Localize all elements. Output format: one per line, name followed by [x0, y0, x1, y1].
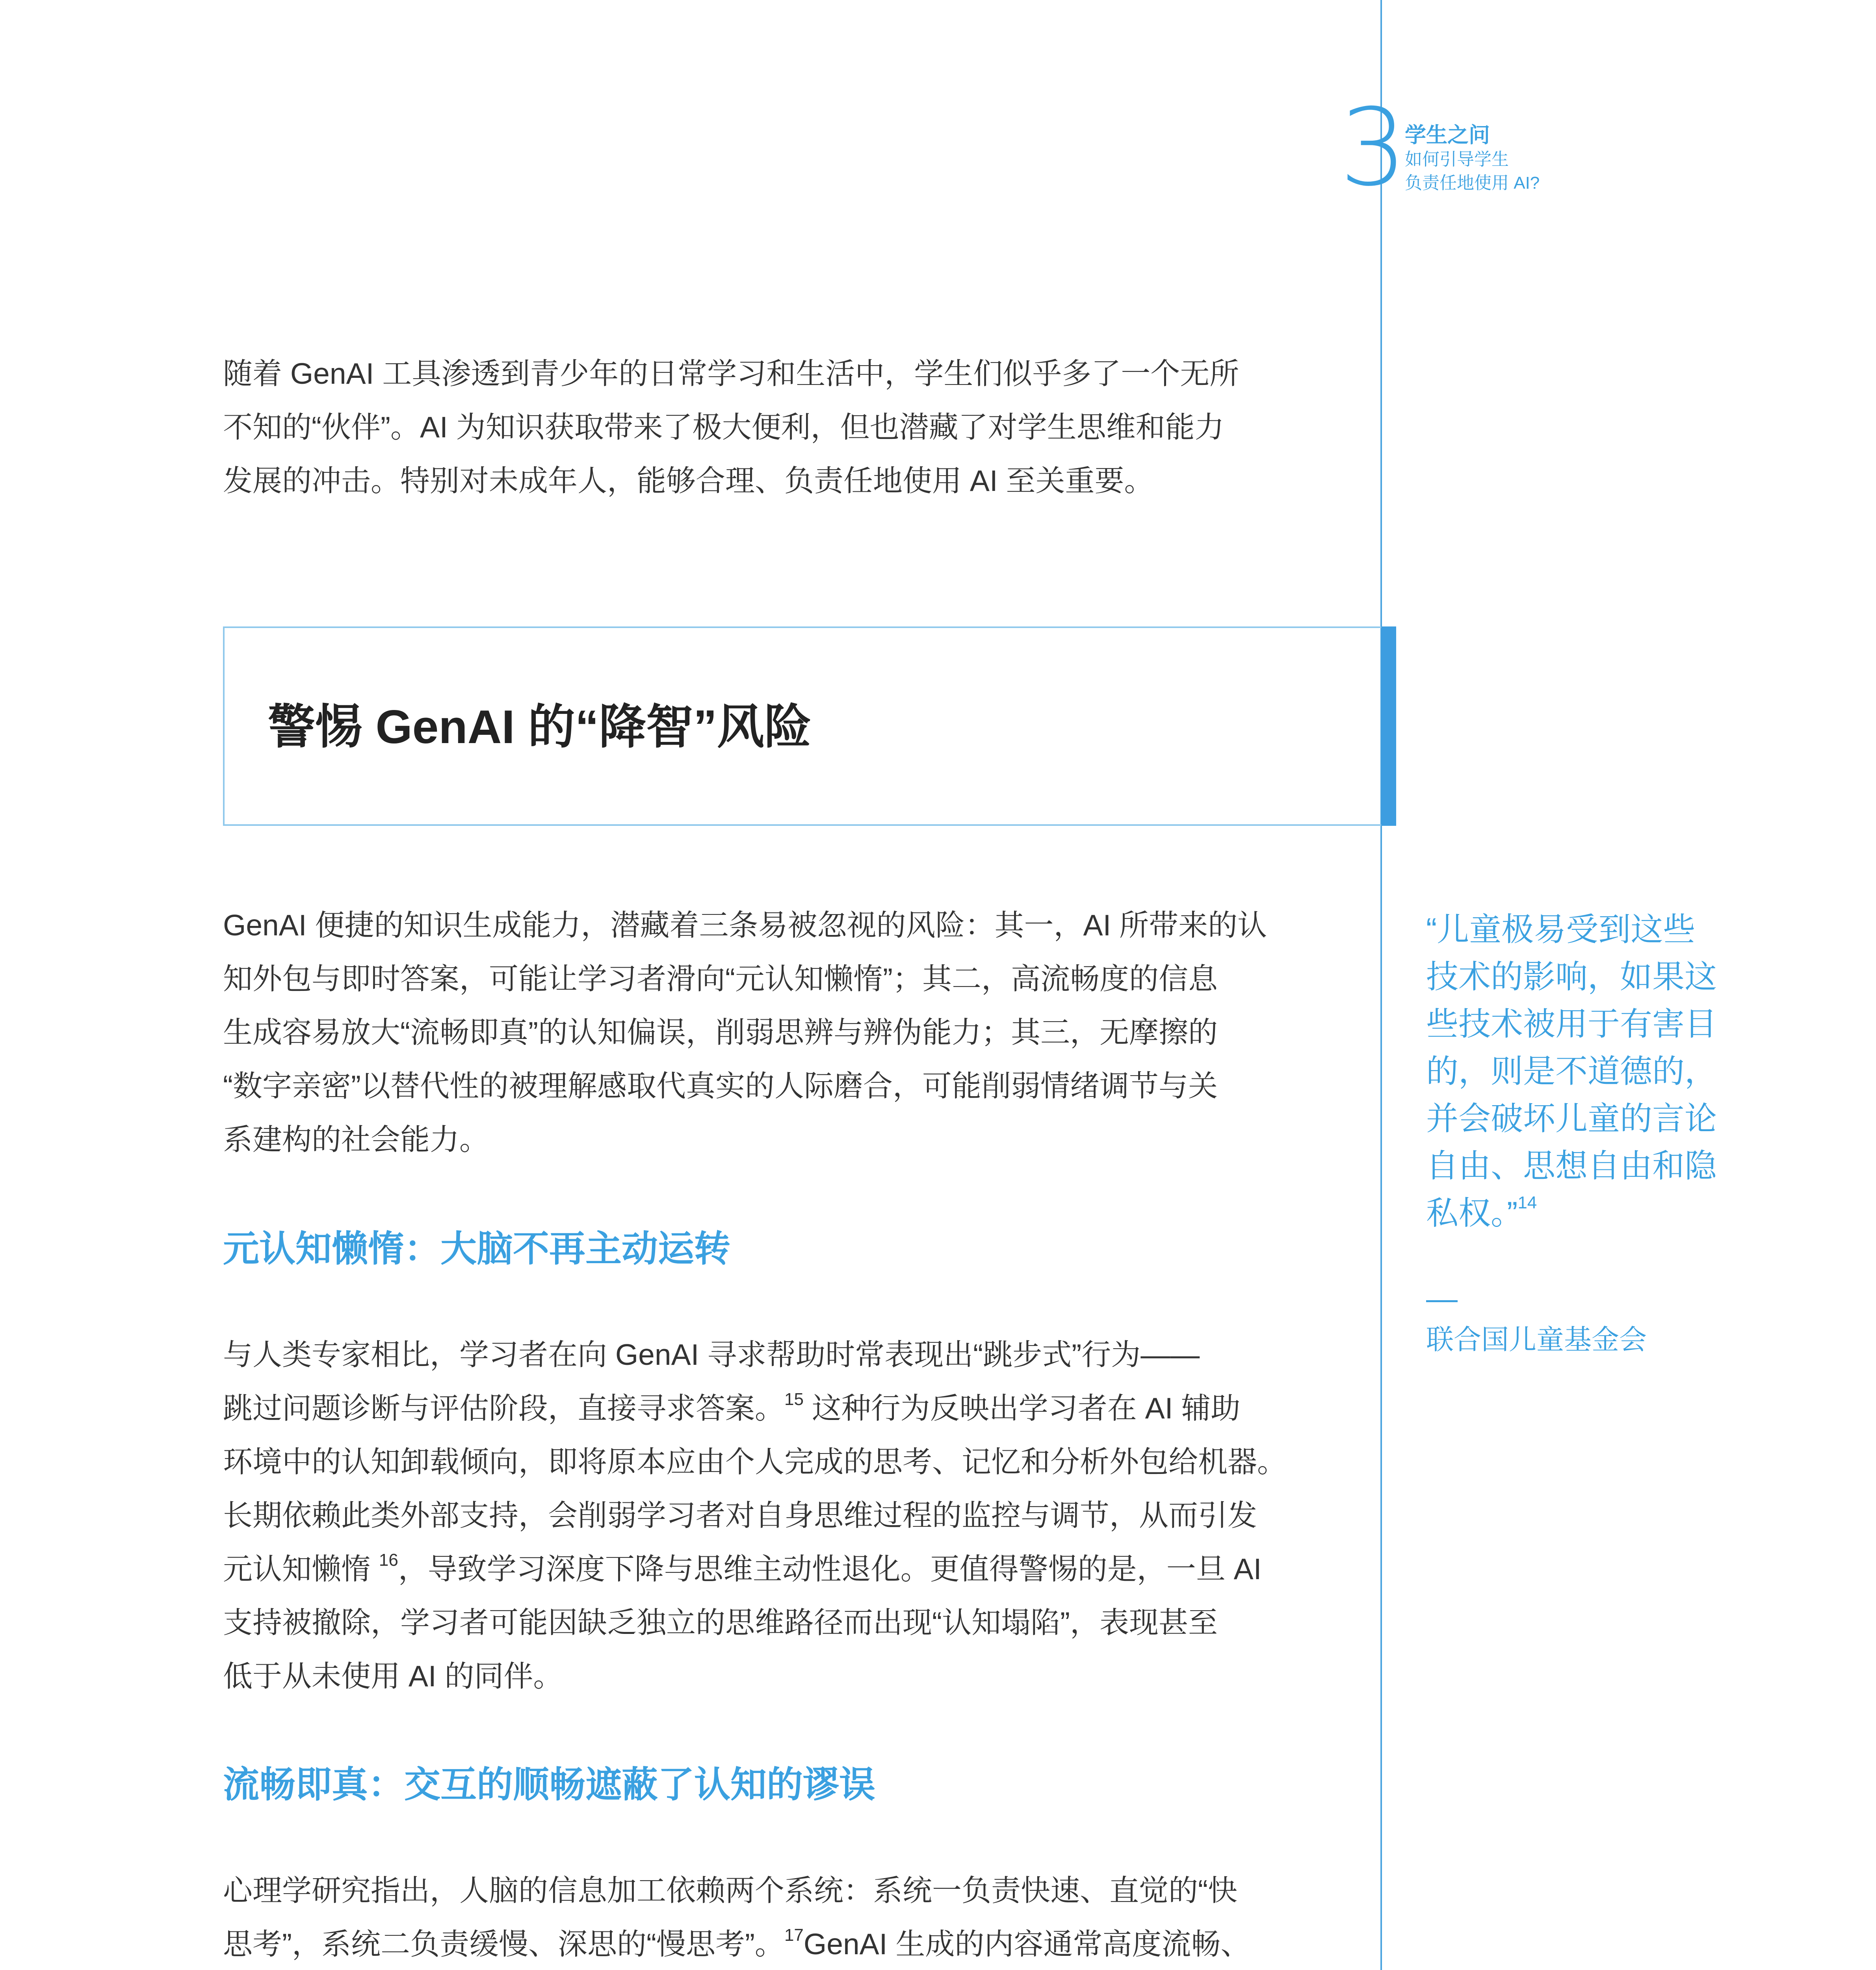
quote-line: 自由、思想自由和隐: [1426, 1148, 1717, 1184]
text-span: GenAI 生成的内容通常高度流畅、: [803, 1927, 1250, 1961]
subheading-fluency-truth: 流畅即真：交互的顺畅遮蔽了认知的谬误: [223, 1765, 876, 1805]
footnote-ref-15[interactable]: 15: [784, 1390, 804, 1409]
fluency-paragraph: [223, 1864, 1338, 1970]
text-line: 环境中的认知卸载倾向，即将原本应由个人完成的思考、记忆和分析外包给机器。: [223, 1445, 1287, 1478]
text-line: 不知的“伙伴”。AI 为知识获取带来了极大便利，但也潜藏了对学生思维和能力: [223, 411, 1224, 444]
footnote-ref-17[interactable]: 17: [784, 1925, 804, 1945]
chapter-subtitle-line: 如何引导学生: [1405, 150, 1509, 169]
quote-line: 的，则是不道德的，: [1426, 1054, 1717, 1089]
quote-source: 联合国儿童基金会: [1426, 1324, 1647, 1355]
text-line: GenAI 便捷的知识生成能力，潜藏着三条易被忽视的风险：其一，AI 所带来的认: [223, 909, 1267, 942]
text-span: 这种行为反映出学习者在 AI 辅助: [803, 1392, 1241, 1425]
quote-source-dash: [1426, 1300, 1458, 1302]
text-line: 知外包与即时答案，可能让学习者滑向“元认知懒惰”；其二，高流畅度的信息: [223, 962, 1218, 995]
quote-span: 私权。”: [1426, 1195, 1518, 1231]
text-span: 元认知懒惰: [223, 1552, 379, 1585]
metacognitive-paragraph: [223, 1328, 1338, 1703]
quote-line: 技术的影响，如果这: [1426, 959, 1717, 995]
intro-paragraph: [223, 347, 1338, 507]
chapter-subtitle: [1405, 148, 1610, 195]
text-line: “数字亲密”以替代性的被理解感取代真实的人际磨合，可能削弱情绪调节与关: [223, 1069, 1218, 1102]
footnote-ref-14[interactable]: 14: [1518, 1193, 1537, 1212]
quote-line: “儿童极易受到这些: [1426, 912, 1696, 948]
subheading-metacognitive-laziness: 元认知懒惰：大脑不再主动运转: [223, 1229, 731, 1269]
section-title: 警惕 GenAI 的“降智”风险: [268, 701, 812, 753]
text-line: 与人类专家相比，学习者在向 GenAI 寻求帮助时常表现出“跳步式”行为——: [223, 1338, 1200, 1371]
chapter-subtitle-line: 负责任地使用 AI?: [1405, 173, 1540, 193]
risk-overview-paragraph: [223, 898, 1338, 1166]
text-line: 发展的冲击。特别对未成年人，能够合理、负责任地使用 AI 至关重要。: [223, 464, 1154, 497]
quote-line: 些技术被用于有害目: [1426, 1006, 1717, 1042]
footnote-ref-16[interactable]: 16: [379, 1550, 398, 1570]
chapter-title: 学生之问: [1405, 123, 1490, 147]
pull-quote: [1426, 906, 1749, 1237]
text-line: 低于从未使用 AI 的同伴。: [223, 1660, 563, 1693]
quote-line: [1426, 1190, 1749, 1237]
text-line: 生成容易放大“流畅即真”的认知偏误，削弱思辨与辨伪能力；其三，无摩擦的: [223, 1016, 1218, 1049]
text-span: 跳过问题诊断与评估阶段，直接寻求答案。: [223, 1392, 785, 1425]
text-line: 支持被撤除，学习者可能因缺乏独立的思维路径而出现“认知塌陷”，表现甚至: [223, 1606, 1218, 1639]
text-line: [223, 1381, 1338, 1435]
text-line: 长期依赖此类外部支持，会削弱学习者对自身思维过程的监控与调节，从而引发: [223, 1499, 1257, 1532]
text-line: 系建构的社会能力。: [223, 1123, 489, 1156]
text-line: 随着 GenAI 工具渗透到青少年的日常学习和生活中，学生们似乎多了一个无所: [223, 357, 1239, 390]
chapter-number: 3: [1339, 85, 1407, 210]
section-title-accent-bar: [1381, 626, 1396, 826]
text-span: ，导致学习深度下降与思维主动性退化。更值得警惕的是，一旦 AI: [398, 1552, 1262, 1585]
text-span: 思考”，系统二负责缓慢、深思的“慢思考”。: [223, 1927, 784, 1961]
text-line: 心理学研究指出，人脑的信息加工依赖两个系统：系统一负责快速、直觉的“快: [223, 1874, 1237, 1907]
text-line: [223, 1542, 1338, 1596]
page-vertical-rule: [1380, 0, 1382, 1970]
text-line: [223, 1917, 1338, 1970]
quote-line: 并会破坏儿童的言论: [1426, 1101, 1717, 1137]
